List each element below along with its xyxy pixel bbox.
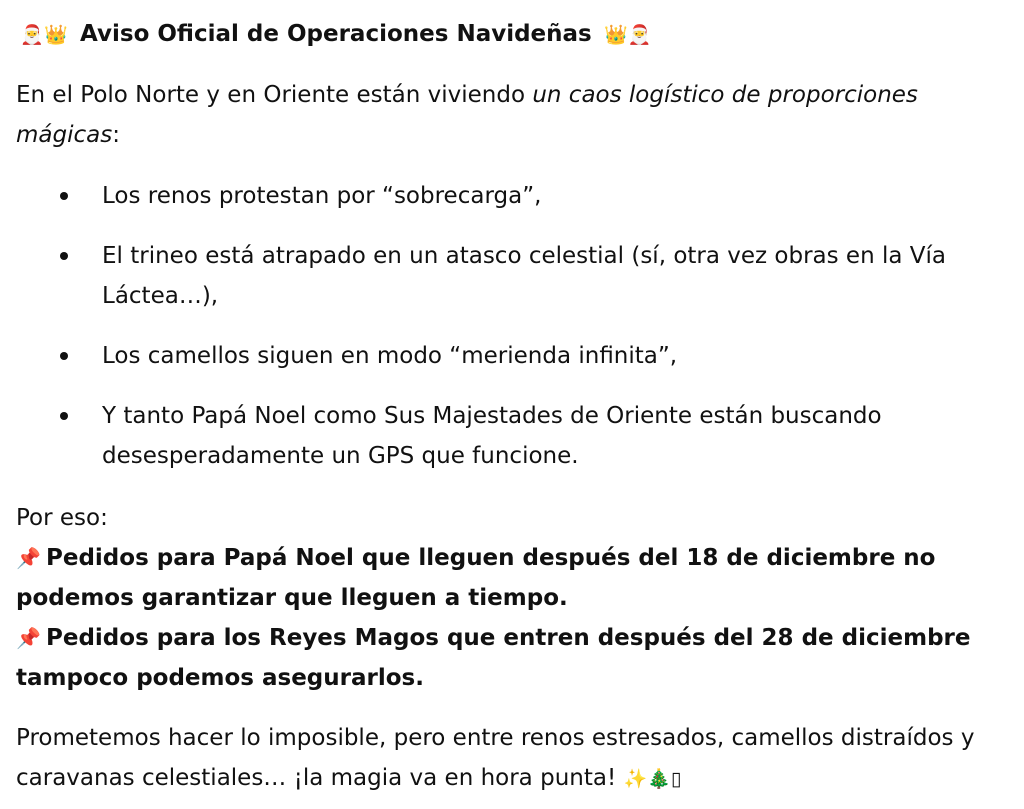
list-item: Los renos protestan por “sobrecarga”, — [16, 176, 1016, 216]
intro-text: En el Polo Norte y en Oriente están viviendo — [16, 82, 533, 108]
list-item: Y tanto Papá Noel como Sus Majestades de Oriente están buscando desesperadamente un GPS que funcione. — [16, 396, 1016, 476]
intro-suffix: : — [112, 122, 120, 148]
notice-document — [16, 14, 1016, 799]
title-text: Aviso Oficial de Operaciones Navideñas — [80, 21, 592, 47]
intro-emphasis: un caos logístico de proporciones mágicas — [16, 82, 918, 148]
crown-santa-icon-right: 👑🎅 — [604, 24, 652, 46]
list-item: El trineo está atrapado en un atasco celestial (sí, otra vez obras en la Vía Láctea…), — [16, 236, 1016, 316]
notice-text: Pedidos para los Reyes Magos que entren después del 28 de diciembre tampoco podemos asegurarlos. — [16, 625, 971, 691]
notice-santa — [16, 538, 1016, 618]
closing-text: Prometemos hacer lo imposible, pero entre renos estresados, camellos distraídos y caravanas celestiales… ¡la magia va en hora punta! — [16, 725, 975, 791]
notice-text: Pedidos para Papá Noel que lleguen después del 18 de diciembre no podemos garantizar que lleguen a tiempo. — [16, 545, 936, 611]
pin-icon: 📌 — [16, 546, 41, 570]
por-eso-label: Por eso: — [16, 505, 108, 531]
intro-paragraph — [16, 75, 1016, 155]
sparkles-tree-icon: ✨🎄▯ — [623, 768, 682, 790]
closing-paragraph — [16, 718, 1016, 799]
notice-reyes — [16, 618, 1016, 698]
list-item: Los camellos siguen en modo “merienda infinita”, — [16, 336, 1016, 376]
page-title — [16, 14, 1016, 55]
pin-icon: 📌 — [16, 626, 41, 650]
santa-crown-icon-left: 🎅👑 — [20, 24, 68, 46]
problem-list — [16, 176, 1016, 476]
